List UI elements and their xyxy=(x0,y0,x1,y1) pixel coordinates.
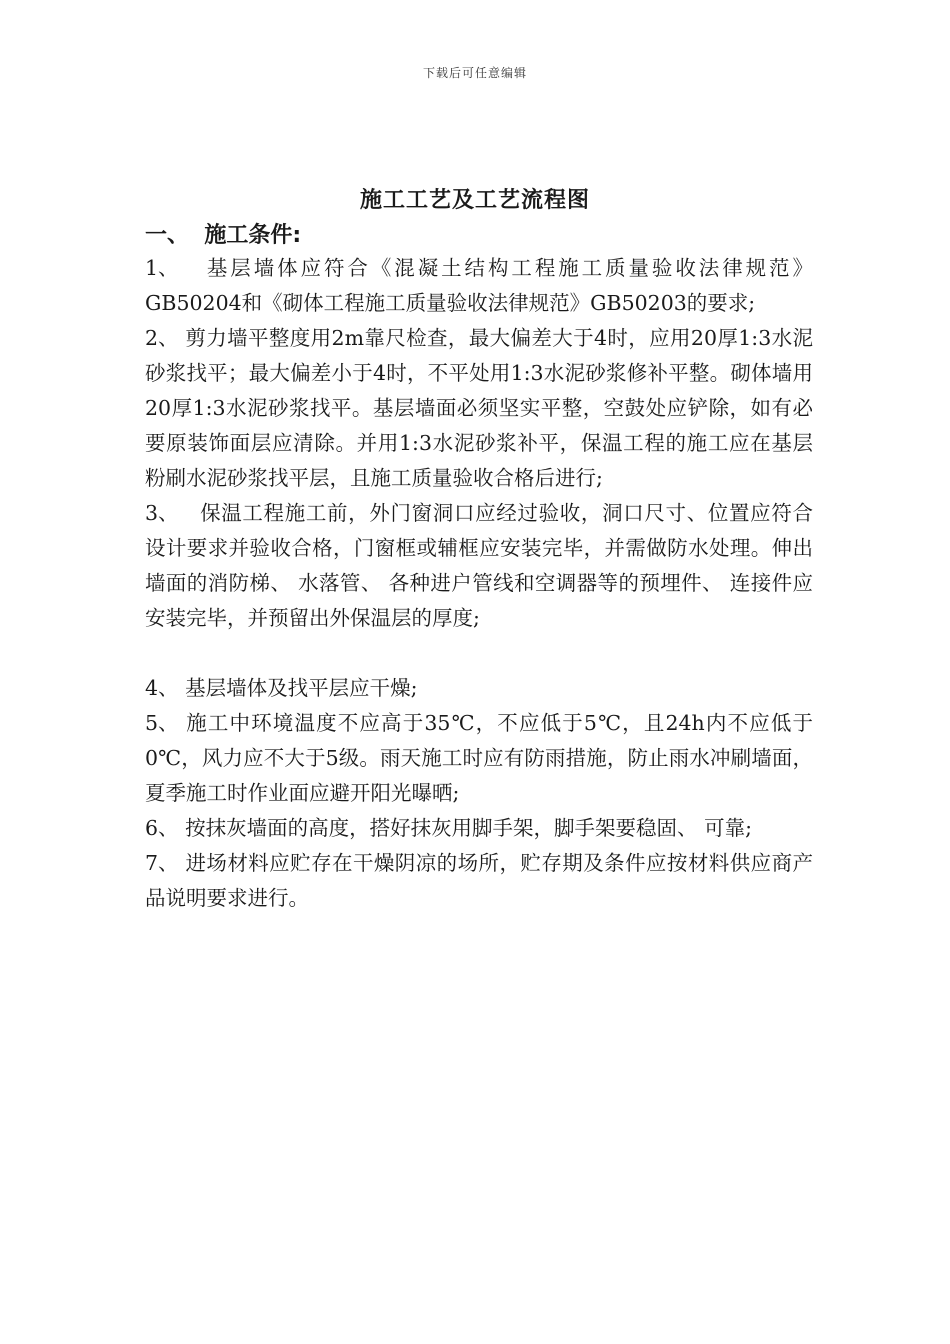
list-item xyxy=(145,671,813,706)
item-number: 2、 xyxy=(145,326,179,350)
list-item xyxy=(145,496,813,636)
item-number: 4、 xyxy=(145,676,179,700)
paragraph-gap xyxy=(145,636,813,671)
item-text: 基层墙体应符合《混凝土结构工程施工质量验收法律规范》GB50204和《砌体工程施工质量验收法律规范》GB50203的要求; xyxy=(145,256,813,315)
list-item xyxy=(145,251,813,321)
list-item xyxy=(145,811,813,846)
section-heading: 一、 施工条件: xyxy=(145,223,302,248)
list-item xyxy=(145,846,813,916)
item-text: 基层墙体及找平层应干燥; xyxy=(178,676,418,700)
document-title: 施工工艺及工艺流程图 xyxy=(359,188,590,213)
item-text: 保温工程施工前，外门窗洞口应经过验收，洞口尺寸、位置应符合设计要求并验收合格，门窗框或辅框应安装完毕，并需做防水处理。伸出墙面的消防梯、 水落管、 各种进户管线和空调器等的预埋件、 连接件应安装完毕，并预留出外保温层的厚度; xyxy=(145,501,813,630)
item-number: 5、 xyxy=(145,711,179,735)
item-number: 3、 xyxy=(145,501,179,525)
item-number: 7、 xyxy=(145,851,179,875)
list-item xyxy=(145,706,813,811)
item-text: 按抹灰墙面的高度，搭好抹灰用脚手架，脚手架要稳固、 可靠; xyxy=(178,816,752,840)
item-number: 6、 xyxy=(145,816,179,840)
item-text: 施工中环境温度不应高于35℃，不应低于5℃，且24h内不应低于0℃，风力应不大于5级。雨天施工时应有防雨措施，防止雨水冲刷墙面，夏季施工时作业面应避开阳光曝晒; xyxy=(145,711,813,805)
document-body xyxy=(145,251,813,916)
item-number: 1、 xyxy=(145,256,179,280)
header-note: 下载后可任意编辑 xyxy=(422,66,527,80)
item-text: 剪力墙平整度用2m靠尺检查，最大偏差大于4时，应用20厚1:3水泥砂浆找平；最大偏差小于4时，不平处用1:3水泥砂浆修补平整。砌体墙用20厚1:3水泥砂浆找平。基层墙面必须坚实平整，空鼓处应铲除，如有必要原装饰面层应清除。并用1:3水泥砂浆补平，保温工程的施工应在基层粉刷水泥砂浆找平层，且施工质量验收合格后进行; xyxy=(145,326,813,490)
list-item xyxy=(145,321,813,496)
item-text: 进场材料应贮存在干燥阴凉的场所，贮存期及条件应按材料供应商产品说明要求进行。 xyxy=(145,851,813,910)
